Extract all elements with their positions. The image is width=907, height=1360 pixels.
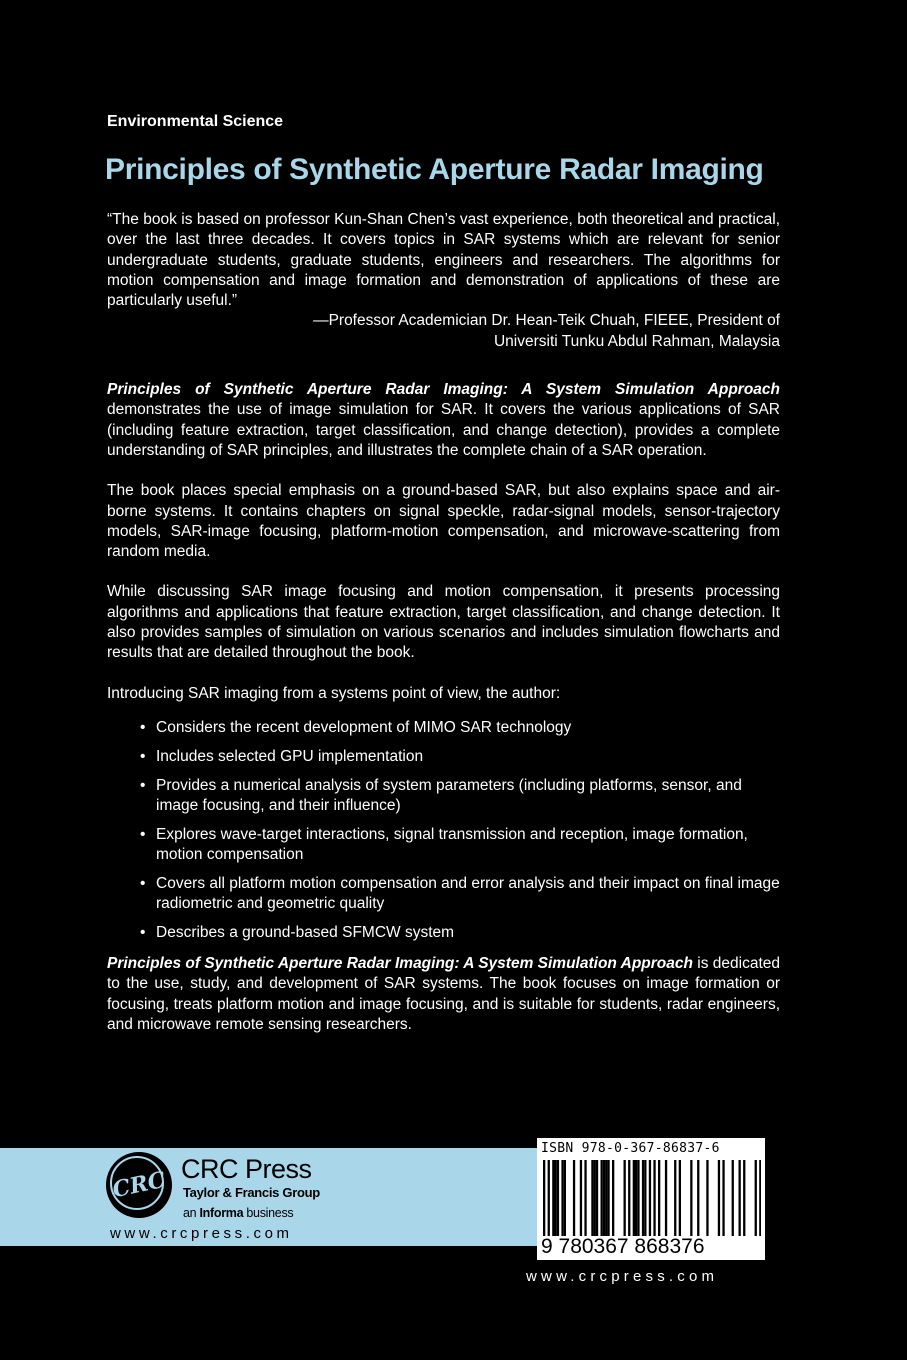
barcode-bar xyxy=(706,1160,708,1236)
bottom-website-url[interactable]: www.crcpress.com xyxy=(526,1268,719,1285)
list-item xyxy=(140,776,780,817)
paragraph-text: demonstrates the use of image simulation for SAR. It covers the various applications of SAR (including feature extraction, target classification, and change detection), provides a complete understanding of SAR principles, and illustrates the complete chain of a SAR operation. xyxy=(107,401,780,459)
description-paragraph-2: The book places special emphasis on a ground-based SAR, but also explains space and air-borne systems. It contains chapters on signal speckle, radar-signal models, sensor-trajectory models, SAR-image focusing, platform-motion compensation, and microwave-scattering from random media. xyxy=(107,482,780,561)
publisher-name: CRC Press xyxy=(181,1154,312,1184)
barcode-bar xyxy=(543,1160,545,1236)
list-item-text: Provides a numerical analysis of system parameters (including platforms, sensor, and image focusing, and their influence) xyxy=(156,776,742,814)
barcode-bar xyxy=(637,1160,639,1236)
description-paragraph-1 xyxy=(107,380,780,461)
list-item-text: Describes a ground-based SFMCW system xyxy=(156,923,455,941)
category-label: Environmental Science xyxy=(107,113,284,130)
publisher-group: Taylor & Francis Group xyxy=(183,1185,320,1200)
barcode-bar xyxy=(635,1160,637,1236)
bullet-icon: • xyxy=(140,776,146,794)
list-item-text: Explores wave-target interactions, signal transmission and reception, image formation, motion compensation xyxy=(156,825,748,863)
informa-prefix: an xyxy=(183,1206,200,1220)
barcode-bar xyxy=(697,1160,699,1236)
description-paragraph-3: While discussing SAR image focusing and motion compensation, it presents processing algorithms and applications that feature extraction, target classification, and change detection. It also provides samples of simulation on various scenarios and includes simulation flowcharts and results that are detailed throughout the book. xyxy=(107,583,780,662)
crc-logo-icon xyxy=(106,1152,172,1218)
barcode-bar xyxy=(564,1160,566,1236)
barcode-bar xyxy=(759,1160,761,1236)
list-item-text: Considers the recent development of MIMO SAR technology xyxy=(156,718,572,736)
bullet-icon: • xyxy=(140,718,146,736)
barcode-bar xyxy=(555,1160,557,1236)
barcode-bar xyxy=(674,1160,676,1236)
barcode-bar xyxy=(628,1160,630,1236)
bullet-icon: • xyxy=(140,923,146,941)
informa-brand: Informa xyxy=(199,1206,244,1220)
barcode-bar xyxy=(649,1160,651,1236)
list-item xyxy=(140,718,780,738)
barcode-bar xyxy=(642,1160,644,1236)
barcode-bar xyxy=(612,1160,614,1236)
barcode-bar xyxy=(743,1160,745,1236)
list-item xyxy=(140,874,780,915)
back-cover-text xyxy=(107,110,780,1035)
endorsement-attribution-line2: Universiti Tunku Abdul Rahman, Malaysia xyxy=(493,332,780,350)
barcode-bar xyxy=(690,1160,692,1236)
barcode-bar xyxy=(594,1160,596,1236)
barcode-bar xyxy=(580,1160,582,1236)
barcode-bar xyxy=(591,1160,593,1236)
endorsement-quote: “The book is based on professor Kun-Shan Chen’s vast experience, both theoretical and practical, over the last three decades. It covers topics in SAR systems which are relevant for senior undergraduate students, graduate students, engineers and researchers. The algorithms for motion compensation and image formation and demonstration of applications of these are particularly useful.” xyxy=(107,211,780,310)
bullet-icon: • xyxy=(140,747,146,765)
feature-list xyxy=(107,718,780,943)
endorsement-attribution-line1: —Professor Academician Dr. Hean-Teik Chuah, FIEEE, President of xyxy=(313,312,780,330)
barcode-bar xyxy=(732,1160,734,1236)
description-paragraph-4 xyxy=(107,954,780,1035)
book-title-inline: Principles of Synthetic Aperture Radar Imaging: A System Simulation Approach xyxy=(107,955,693,973)
barcode-bar xyxy=(561,1160,563,1236)
barcode-bar xyxy=(679,1160,681,1236)
barcode-bar xyxy=(548,1160,550,1236)
bullet-icon: • xyxy=(140,825,146,843)
isbn-label: ISBN 978-0-367-86837-6 xyxy=(541,1141,720,1156)
barcode-bar xyxy=(755,1160,757,1236)
barcode-bar xyxy=(644,1160,646,1236)
barcode-bar xyxy=(557,1160,559,1236)
barcode-bar xyxy=(607,1160,609,1236)
list-item-text: Covers all platform motion compensation and error analysis and their impact on final image radiometric and geometric quality xyxy=(156,874,780,913)
bullet-intro: Introducing SAR imaging from a systems point of view, the author: xyxy=(107,684,561,702)
barcode-bar xyxy=(573,1160,575,1236)
barcode-bar xyxy=(739,1160,741,1236)
barcode-bar xyxy=(653,1160,655,1236)
book-title-inline: Principles of Synthetic Aperture Radar Imaging: A System Simulation Approach xyxy=(107,381,780,399)
logo-text: CRC xyxy=(110,1166,168,1204)
list-item xyxy=(140,923,780,943)
barcode-bar xyxy=(605,1160,607,1236)
barcode-bar xyxy=(552,1160,554,1236)
informa-suffix: business xyxy=(243,1206,294,1220)
publisher-url[interactable]: www.crcpress.com xyxy=(110,1225,293,1242)
list-item xyxy=(140,825,780,866)
ean-digits: 9 780367 868376 xyxy=(541,1236,763,1258)
barcode-bar xyxy=(633,1160,635,1236)
barcode-bar xyxy=(665,1160,667,1236)
barcode-bar xyxy=(603,1160,605,1236)
barcode-bar xyxy=(722,1160,724,1236)
barcode-bars xyxy=(541,1160,761,1236)
paragraph-text: is dedicated to the use, study, and development of SAR systems. The book focuses on image formation or focusing, treats platform motion and image focusing, and is suitable for students, radar engineers, and microwave remote sensing researchers. xyxy=(107,955,781,1033)
barcode-bar xyxy=(601,1160,603,1236)
list-item-text: Includes selected GPU implementation xyxy=(156,747,424,765)
barcode-bar xyxy=(718,1160,720,1236)
bullet-icon: • xyxy=(140,874,146,892)
book-title: Principles of Synthetic Aperture Radar Imaging xyxy=(105,153,764,186)
informa-business xyxy=(183,1205,293,1221)
barcode-bar xyxy=(658,1160,660,1236)
barcode-bar xyxy=(584,1160,586,1236)
list-item xyxy=(140,747,780,767)
isbn-barcode xyxy=(537,1138,765,1260)
barcode-bar xyxy=(596,1160,598,1236)
barcode-bar xyxy=(624,1160,626,1236)
